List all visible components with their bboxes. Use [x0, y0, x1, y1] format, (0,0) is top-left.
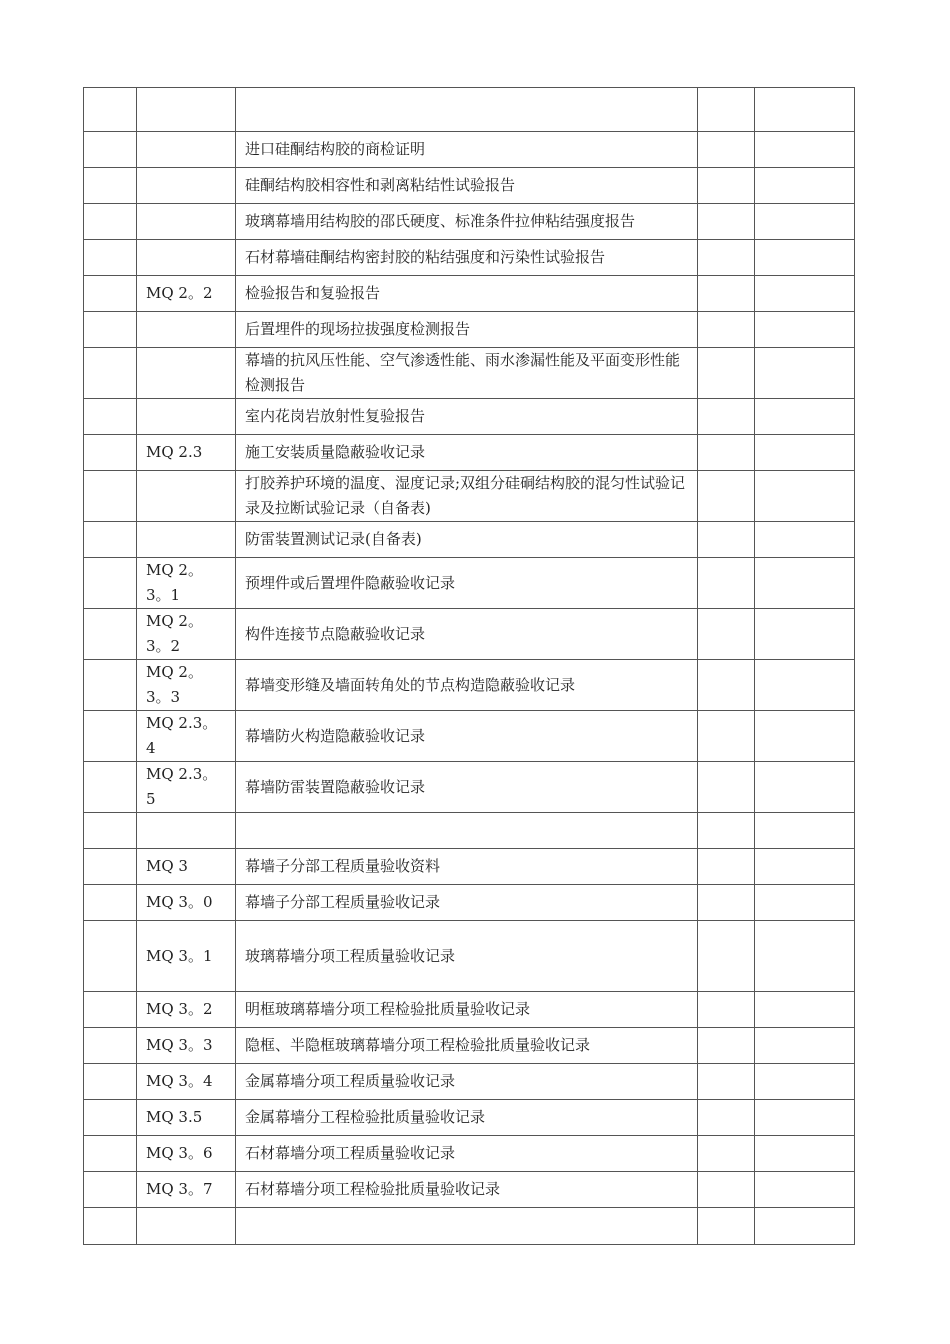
code-cell: MQ 2。3。3	[137, 660, 236, 711]
remarks-cell	[755, 132, 855, 168]
count-cell	[698, 168, 755, 204]
item-name-cell: 明框玻璃幕墙分项工程检验批质量验收记录	[236, 992, 698, 1028]
table-row	[84, 660, 855, 711]
item-name-cell: 玻璃幕墙分项工程质量验收记录	[236, 921, 698, 992]
table-row	[84, 1028, 855, 1064]
index-cell	[84, 885, 137, 921]
count-cell	[698, 204, 755, 240]
code-cell: MQ 3。7	[137, 1172, 236, 1208]
item-name-cell: 幕墙子分部工程质量验收记录	[236, 885, 698, 921]
table-row	[84, 849, 855, 885]
item-name-cell: 硅酮结构胶相容性和剥离粘结性试验报告	[236, 168, 698, 204]
code-cell: MQ 2。2	[137, 276, 236, 312]
remarks-cell	[755, 204, 855, 240]
document-table	[83, 87, 855, 1245]
index-cell	[84, 1172, 137, 1208]
remarks-cell	[755, 885, 855, 921]
item-name-cell	[236, 1208, 698, 1245]
item-name-cell: 室内花岗岩放射性复验报告	[236, 399, 698, 435]
item-name-cell: 施工安装质量隐蔽验收记录	[236, 435, 698, 471]
item-name-cell: 进口硅酮结构胶的商检证明	[236, 132, 698, 168]
remarks-cell	[755, 1172, 855, 1208]
count-cell	[698, 660, 755, 711]
table-row	[84, 240, 855, 276]
remarks-cell	[755, 276, 855, 312]
item-name-cell: 石材幕墙分项工程检验批质量验收记录	[236, 1172, 698, 1208]
index-cell	[84, 992, 137, 1028]
remarks-cell	[755, 558, 855, 609]
index-cell	[84, 711, 137, 762]
remarks-cell	[755, 471, 855, 522]
code-cell: MQ 3。3	[137, 1028, 236, 1064]
code-cell	[137, 88, 236, 132]
table-row	[84, 132, 855, 168]
code-cell	[137, 522, 236, 558]
index-cell	[84, 204, 137, 240]
code-cell: MQ 2。3。2	[137, 609, 236, 660]
table-row	[84, 471, 855, 522]
table-body	[84, 88, 855, 1245]
code-cell	[137, 204, 236, 240]
table-row	[84, 558, 855, 609]
remarks-cell	[755, 522, 855, 558]
code-cell: MQ 3。6	[137, 1136, 236, 1172]
count-cell	[698, 1100, 755, 1136]
item-name-cell: 后置埋件的现场拉拔强度检测报告	[236, 312, 698, 348]
code-cell: MQ 3。4	[137, 1064, 236, 1100]
remarks-cell	[755, 1064, 855, 1100]
index-cell	[84, 813, 137, 849]
remarks-cell	[755, 1100, 855, 1136]
index-cell	[84, 849, 137, 885]
table-row	[84, 813, 855, 849]
remarks-cell	[755, 762, 855, 813]
remarks-cell	[755, 921, 855, 992]
count-cell	[698, 921, 755, 992]
item-name-cell: 幕墙变形缝及墙面转角处的节点构造隐蔽验收记录	[236, 660, 698, 711]
code-cell: MQ 3.5	[137, 1100, 236, 1136]
item-name-cell: 防雷装置测试记录(自备表)	[236, 522, 698, 558]
code-cell	[137, 240, 236, 276]
code-cell: MQ 2。3。1	[137, 558, 236, 609]
item-name-cell: 石材幕墙分项工程质量验收记录	[236, 1136, 698, 1172]
table-row	[84, 522, 855, 558]
remarks-cell	[755, 992, 855, 1028]
remarks-cell	[755, 88, 855, 132]
remarks-cell	[755, 348, 855, 399]
table-row	[84, 435, 855, 471]
code-cell	[137, 132, 236, 168]
index-cell	[84, 471, 137, 522]
item-name-cell: 玻璃幕墙用结构胶的邵氏硬度、标准条件拉伸粘结强度报告	[236, 204, 698, 240]
count-cell	[698, 992, 755, 1028]
remarks-cell	[755, 1208, 855, 1245]
item-name-cell	[236, 88, 698, 132]
remarks-cell	[755, 609, 855, 660]
index-cell	[84, 921, 137, 992]
count-cell	[698, 1172, 755, 1208]
count-cell	[698, 1208, 755, 1245]
index-cell	[84, 762, 137, 813]
count-cell	[698, 885, 755, 921]
item-name-cell: 预埋件或后置埋件隐蔽验收记录	[236, 558, 698, 609]
index-cell	[84, 168, 137, 204]
index-cell	[84, 660, 137, 711]
code-cell	[137, 348, 236, 399]
count-cell	[698, 711, 755, 762]
index-cell	[84, 88, 137, 132]
code-cell	[137, 471, 236, 522]
count-cell	[698, 558, 755, 609]
code-cell	[137, 168, 236, 204]
remarks-cell	[755, 399, 855, 435]
remarks-cell	[755, 240, 855, 276]
count-cell	[698, 88, 755, 132]
index-cell	[84, 348, 137, 399]
item-name-cell: 隐框、半隐框玻璃幕墙分项工程检验批质量验收记录	[236, 1028, 698, 1064]
index-cell	[84, 240, 137, 276]
index-cell	[84, 1028, 137, 1064]
table-row	[84, 88, 855, 132]
table-row	[84, 276, 855, 312]
table-row	[84, 312, 855, 348]
code-cell: MQ 3。0	[137, 885, 236, 921]
item-name-cell	[236, 813, 698, 849]
remarks-cell	[755, 1028, 855, 1064]
item-name-cell: 幕墙子分部工程质量验收资料	[236, 849, 698, 885]
index-cell	[84, 132, 137, 168]
index-cell	[84, 1064, 137, 1100]
table-row	[84, 711, 855, 762]
table-row	[84, 204, 855, 240]
remarks-cell	[755, 168, 855, 204]
code-cell	[137, 312, 236, 348]
table-row	[84, 921, 855, 992]
index-cell	[84, 435, 137, 471]
table-row	[84, 1172, 855, 1208]
table-row	[84, 1064, 855, 1100]
count-cell	[698, 609, 755, 660]
index-cell	[84, 1100, 137, 1136]
count-cell	[698, 1028, 755, 1064]
count-cell	[698, 471, 755, 522]
index-cell	[84, 276, 137, 312]
remarks-cell	[755, 813, 855, 849]
code-cell	[137, 399, 236, 435]
remarks-cell	[755, 849, 855, 885]
index-cell	[84, 399, 137, 435]
table-row	[84, 1136, 855, 1172]
index-cell	[84, 1136, 137, 1172]
count-cell	[698, 132, 755, 168]
table-row	[84, 992, 855, 1028]
count-cell	[698, 1136, 755, 1172]
item-name-cell: 构件连接节点隐蔽验收记录	[236, 609, 698, 660]
count-cell	[698, 849, 755, 885]
remarks-cell	[755, 660, 855, 711]
count-cell	[698, 348, 755, 399]
table-row	[84, 348, 855, 399]
count-cell	[698, 1064, 755, 1100]
count-cell	[698, 240, 755, 276]
remarks-cell	[755, 435, 855, 471]
code-cell: MQ 3	[137, 849, 236, 885]
table-row	[84, 885, 855, 921]
code-cell	[137, 1208, 236, 1245]
count-cell	[698, 813, 755, 849]
table-row	[84, 399, 855, 435]
item-name-cell: 金属幕墙分工程检验批质量验收记录	[236, 1100, 698, 1136]
index-cell	[84, 1208, 137, 1245]
table-row	[84, 1208, 855, 1245]
item-name-cell: 石材幕墙硅酮结构密封胶的粘结强度和污染性试验报告	[236, 240, 698, 276]
item-name-cell: 幕墙的抗风压性能、空气渗透性能、雨水渗漏性能及平面变形性能检测报告	[236, 348, 698, 399]
table-row	[84, 168, 855, 204]
remarks-cell	[755, 312, 855, 348]
code-cell: MQ 3。1	[137, 921, 236, 992]
count-cell	[698, 435, 755, 471]
table-row	[84, 609, 855, 660]
code-cell: MQ 3。2	[137, 992, 236, 1028]
table-row	[84, 762, 855, 813]
remarks-cell	[755, 711, 855, 762]
item-name-cell: 金属幕墙分项工程质量验收记录	[236, 1064, 698, 1100]
count-cell	[698, 522, 755, 558]
count-cell	[698, 312, 755, 348]
count-cell	[698, 276, 755, 312]
code-cell: MQ 2.3。4	[137, 711, 236, 762]
code-cell: MQ 2.3	[137, 435, 236, 471]
index-cell	[84, 522, 137, 558]
item-name-cell: 检验报告和复验报告	[236, 276, 698, 312]
table-row	[84, 1100, 855, 1136]
item-name-cell: 幕墙防火构造隐蔽验收记录	[236, 711, 698, 762]
item-name-cell: 幕墙防雷装置隐蔽验收记录	[236, 762, 698, 813]
index-cell	[84, 558, 137, 609]
count-cell	[698, 399, 755, 435]
remarks-cell	[755, 1136, 855, 1172]
count-cell	[698, 762, 755, 813]
code-cell	[137, 813, 236, 849]
item-name-cell: 打胶养护环境的温度、湿度记录;双组分硅硐结构胶的混匀性试验记录及拉断试验记录（自备表)	[236, 471, 698, 522]
index-cell	[84, 312, 137, 348]
index-cell	[84, 609, 137, 660]
code-cell: MQ 2.3。5	[137, 762, 236, 813]
